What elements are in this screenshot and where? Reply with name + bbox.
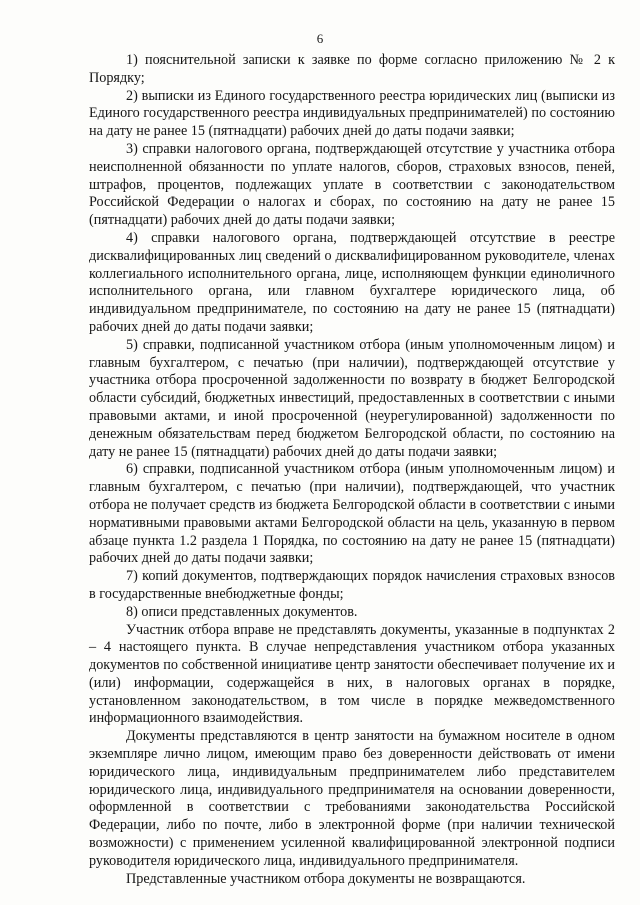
paragraph-item-1: 1) пояснительной записки к заявке по форме согласно приложению № 2 к Порядку; <box>89 52 615 86</box>
paragraph-item-6: 6) справки, подписанной участником отбора (иным уполномоченным лицом) и главным бухгалтером, с печатью (при наличии), подтверждающей, что участник отбора не получает средств из бюджета Белгородской области в соответствии с иными нормативными правовыми актами Белгородской области на цель, указанную в первом абзаце пункта 1.2 раздела 1 Порядка, по состоянию на дату не ранее 15 (пятнадцати) рабочих дней до даты подачи заявки; <box>89 461 615 567</box>
paragraph-item-3: 3) справки налогового органа, подтверждающей отсутствие у участника отбора неисполненной обязанности по уплате налогов, сборов, страховых взносов, пеней, штрафов, процентов, подлежащих уплате в соответствии с законодательством Российской Федерации о налогах и сборах, по состоянию на дату не ранее 15 (пятнадцати) рабочих дней до даты подачи заявки; <box>89 140 615 229</box>
paragraph-item-7: 7) копий документов, подтверждающих порядок начисления страховых взносов в государственные внебюджетные фонды; <box>89 568 615 602</box>
paragraph-submission-method: Документы представляются в центр занятости на бумажном носителе в одном экземпляре лично лицом, имеющим право без доверенности действовать от имени юридического лица, индивидуальным предпринимателем либо представителем юридического лица, индивидуального предпринимателя на основании доверенности, оформленной в соответствии с требованиями законодательства Российской Федерации, либо по почте, либо в электронной форме (при наличии технической возможности) с применением усиленной квалифицированной электронной подписи руководителя юридического лица, индивидуального предпринимателя. <box>89 728 615 869</box>
paragraph-no-return: Представленные участником отбора документы не возвращаются. <box>126 870 526 887</box>
paragraph-item-5: 5) справки, подписанной участником отбора (иным уполномоченным лицом) и главным бухгалтером, с печатью (при наличии), подтверждающей отсутствие у участника отбора просроченной задолженности по возврату в бюджет Белгородской области субсидий, бюджетных инвестиций, предоставленных в соответствии с иными правовыми актами, и иной просроченной (неурегулированной) задолженности по денежным обязательствам перед бюджетом Белгородской области, по состоянию на дату не ранее 15 (пятнадцати) рабочих дней до даты подачи заявки; <box>89 336 615 460</box>
document-body <box>89 52 615 888</box>
page-number: 6 <box>316 31 324 46</box>
paragraph-optional-documents: Участник отбора вправе не представлять документы, указанные в подпунктах 2 – 4 настоящего пункта. В случае непредставления участником отбора указанных документов по собственной инициативе центр занятости обеспечивает получение их и (или) информации, содержащейся в них, в налоговых органах в порядке, установленном законодательством, в том числе в порядке межведомственного информационного взаимодействия. <box>89 621 615 727</box>
paragraph-item-4: 4) справки налогового органа, подтверждающей отсутствие в реестре дисквалифицированных лиц сведений о дисквалифицированном руководителе, членах коллегиального исполнительного органа, лице, исполняющем функции единоличного исполнительного органа, или главном бухгалтере юридического лица, об индивидуальном предпринимателе, по состоянию на дату не ранее 15 (пятнадцати) рабочих дней до даты подачи заявки; <box>89 229 615 335</box>
paragraph-item-8: 8) описи представленных документов. <box>126 603 358 620</box>
paragraph-item-2: 2) выписки из Единого государственного реестра юридических лиц (выписки из Единого государственного реестра индивидуальных предпринимателей) по состоянию на дату не ранее 15 (пятнадцати) рабочих дней до даты подачи заявки; <box>89 87 615 140</box>
